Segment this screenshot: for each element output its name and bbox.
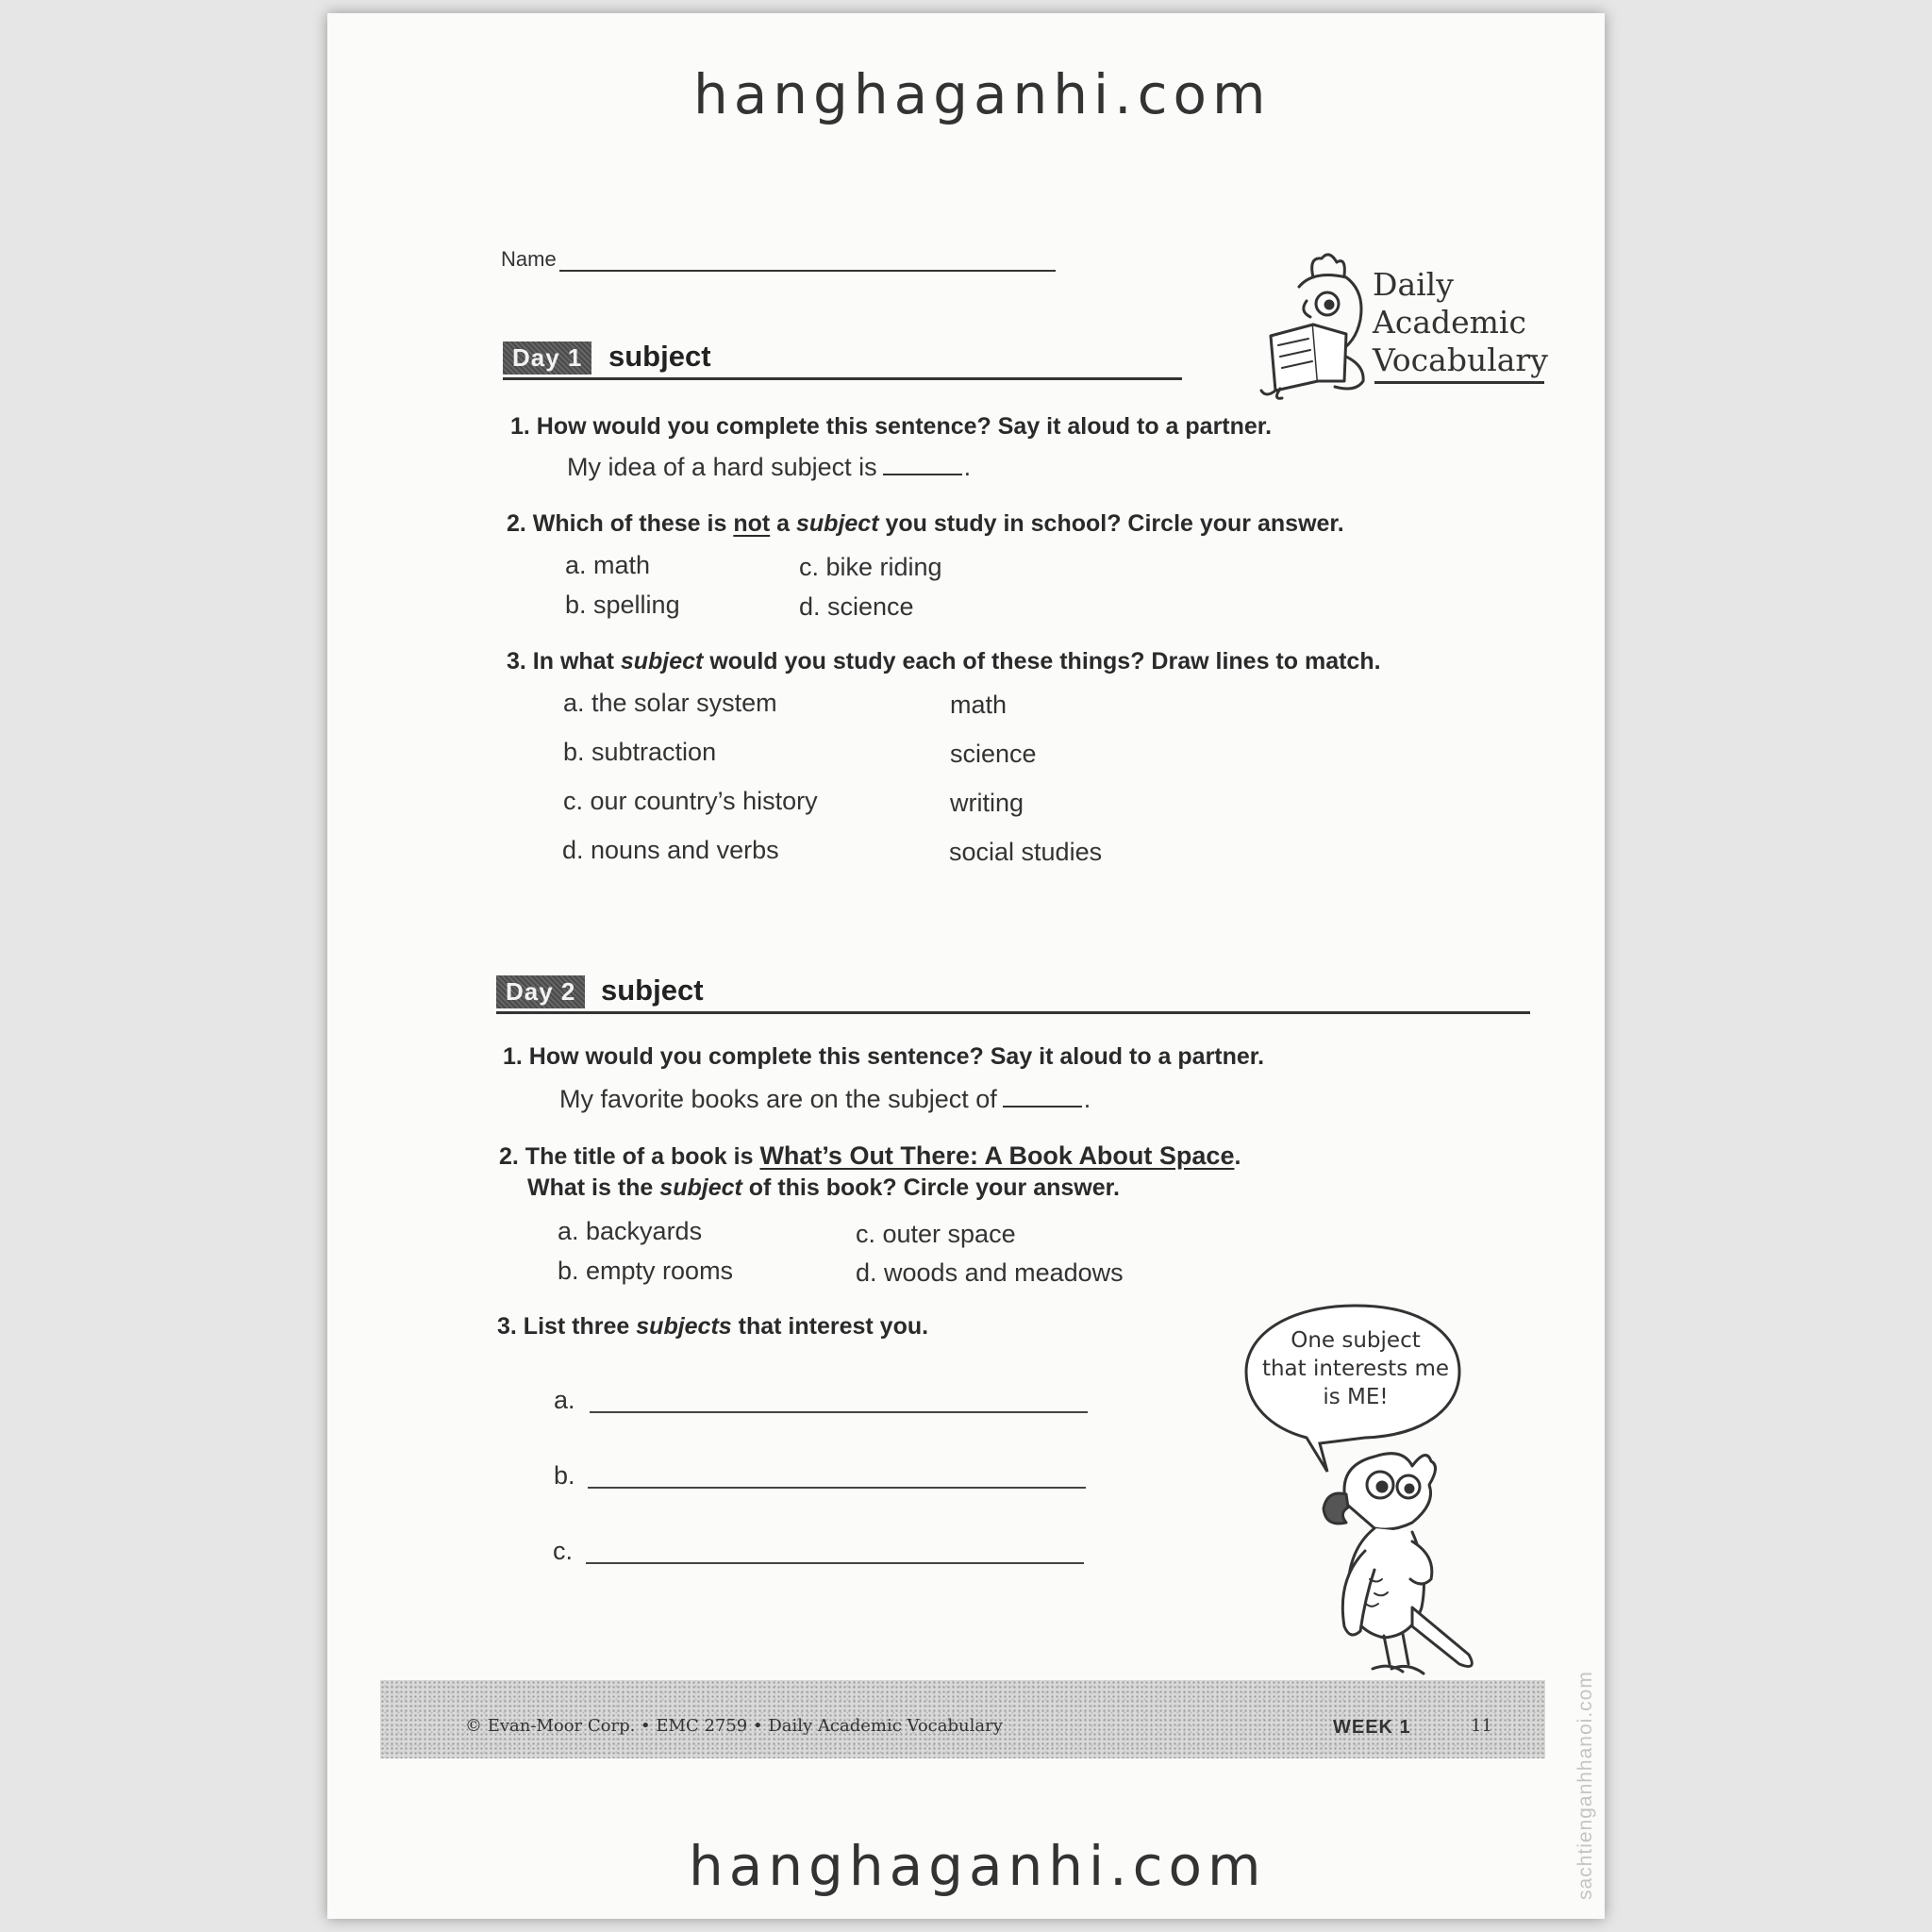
day2-q2-option-c[interactable]: c. outer space [856,1220,1016,1248]
brand-title [1373,266,1548,379]
day1-rule [503,377,1182,380]
day1-q3-right-3[interactable]: writing [950,789,1024,817]
day1-q3-left-a[interactable]: a. the solar system [563,689,777,717]
day2-q2-option-d[interactable]: d. woods and meadows [856,1258,1124,1287]
day2-word: subject [601,974,704,1007]
day2-q2-line2-prefix: What is the [527,1174,660,1201]
bubble-line-2: that interests me [1261,1357,1450,1381]
day1-q3-left-c[interactable]: c. our country’s history [563,787,818,815]
day1-q3-italic: subject [620,648,704,675]
day1-q2-suffix: you study in school? Circle your answer. [878,510,1344,537]
footer-copyright: © Evan-Moor Corp. • EMC 2759 • Daily Academic Vocabulary [465,1716,1003,1736]
day2-tag: Day 2 [496,975,585,1008]
day1-q2-option-b[interactable]: b. spelling [565,591,680,619]
footer-page-number: 11 [1471,1716,1492,1736]
day1-q3-left-b[interactable]: b. subtraction [563,738,717,766]
day1-q2-option-c[interactable]: c. bike riding [799,553,942,581]
day1-q3-prompt [507,648,1381,675]
day2-q2-line1-suffix: . [1234,1143,1241,1170]
day1-word: subject [608,340,711,373]
day1-q3-suffix: would you study each of these things? Draw lines to match. [703,648,1381,675]
day2-q1-sentence-start: My favorite books are on the subject of [559,1085,997,1113]
day2-q3-answer-line-b[interactable] [588,1487,1086,1489]
footer-week: WEEK 1 [1333,1717,1411,1738]
day2-q3-italic: subjects [636,1313,732,1340]
day1-q3-right-4[interactable]: social studies [949,838,1103,866]
day1-q3-left-d[interactable]: d. nouns and verbs [562,836,779,864]
day2-q2-line1 [499,1141,1241,1171]
day2-q1-sentence [559,1085,1091,1114]
day2-rule [496,1011,1530,1014]
day2-q1-prompt: 1. How would you complete this sentence? Say it aloud to a partner. [503,1043,1265,1070]
day1-q2-mid: a [770,510,796,537]
day1-q1-sentence-end: . [963,453,972,481]
side-watermark: sachtienganhhanoi.com [1574,1671,1596,1900]
speech-bubble-text [1261,1326,1450,1411]
day2-q3-answer-line-c[interactable] [586,1562,1084,1564]
day2-q1-sentence-end: . [1083,1085,1091,1113]
brand-line-1: Daily [1373,266,1454,303]
day2-q2-option-b[interactable]: b. empty rooms [558,1257,734,1285]
day1-q2-prefix: 2. Which of these is [507,510,734,537]
day1-q2-prompt [507,510,1344,538]
day2-q2-option-a[interactable]: a. backyards [558,1217,703,1245]
footer-bar [380,1680,1545,1758]
day1-q2-option-d[interactable]: d. science [799,592,914,621]
day2-q3-label-b: b. [554,1461,575,1490]
brand-rule [1374,381,1544,384]
day2-q2-line2 [527,1174,1120,1202]
day1-q3-prefix: 3. In what [507,648,621,675]
parrot-icon [1271,1438,1497,1692]
worksheet-page [327,13,1605,1919]
day2-q3-prompt [497,1313,928,1341]
bottom-watermark: hanghaganhi.com [689,1834,1267,1898]
day2-q1-blank[interactable] [1003,1106,1082,1108]
day2-q3-prefix: 3. List three [497,1313,637,1340]
day1-q2-not: not [733,510,771,537]
day1-q3-right-1[interactable]: math [950,691,1008,719]
name-label: Name [501,247,557,271]
day2-q2-book-title: What’s Out There: A Book About Space [759,1141,1235,1170]
brand-line-3: Vocabulary [1373,341,1548,378]
day1-q2-option-a[interactable]: a. math [565,551,651,579]
brand-line-2: Academic [1373,304,1526,341]
day1-q1-prompt: 1. How would you complete this sentence? Say it aloud to a partner. [510,413,1273,440]
bubble-line-1: One subject [1291,1328,1421,1353]
day2-q2-line1-prefix: 2. The title of a book is [499,1143,760,1170]
day2-q3-label-c: c. [553,1537,574,1565]
day2-q3-answer-line-a[interactable] [590,1411,1088,1413]
day1-q1-sentence-start: My idea of a hard subject is [567,453,877,481]
day2-q2-italic: subject [659,1174,742,1201]
day1-q1-sentence [567,453,971,482]
top-watermark: hanghaganhi.com [693,62,1272,126]
day1-q2-italic: subject [796,510,879,537]
day2-q3-suffix: that interest you. [731,1313,929,1340]
name-line [559,270,1056,272]
day1-q1-blank[interactable] [883,474,962,475]
day1-q3-right-2[interactable]: science [950,740,1037,768]
day1-tag: Day 1 [503,341,591,375]
bubble-line-3: is ME! [1323,1385,1389,1409]
day2-q3-label-a: a. [554,1386,575,1414]
day2-q2-line2-suffix: of this book? Circle your answer. [741,1174,1120,1201]
